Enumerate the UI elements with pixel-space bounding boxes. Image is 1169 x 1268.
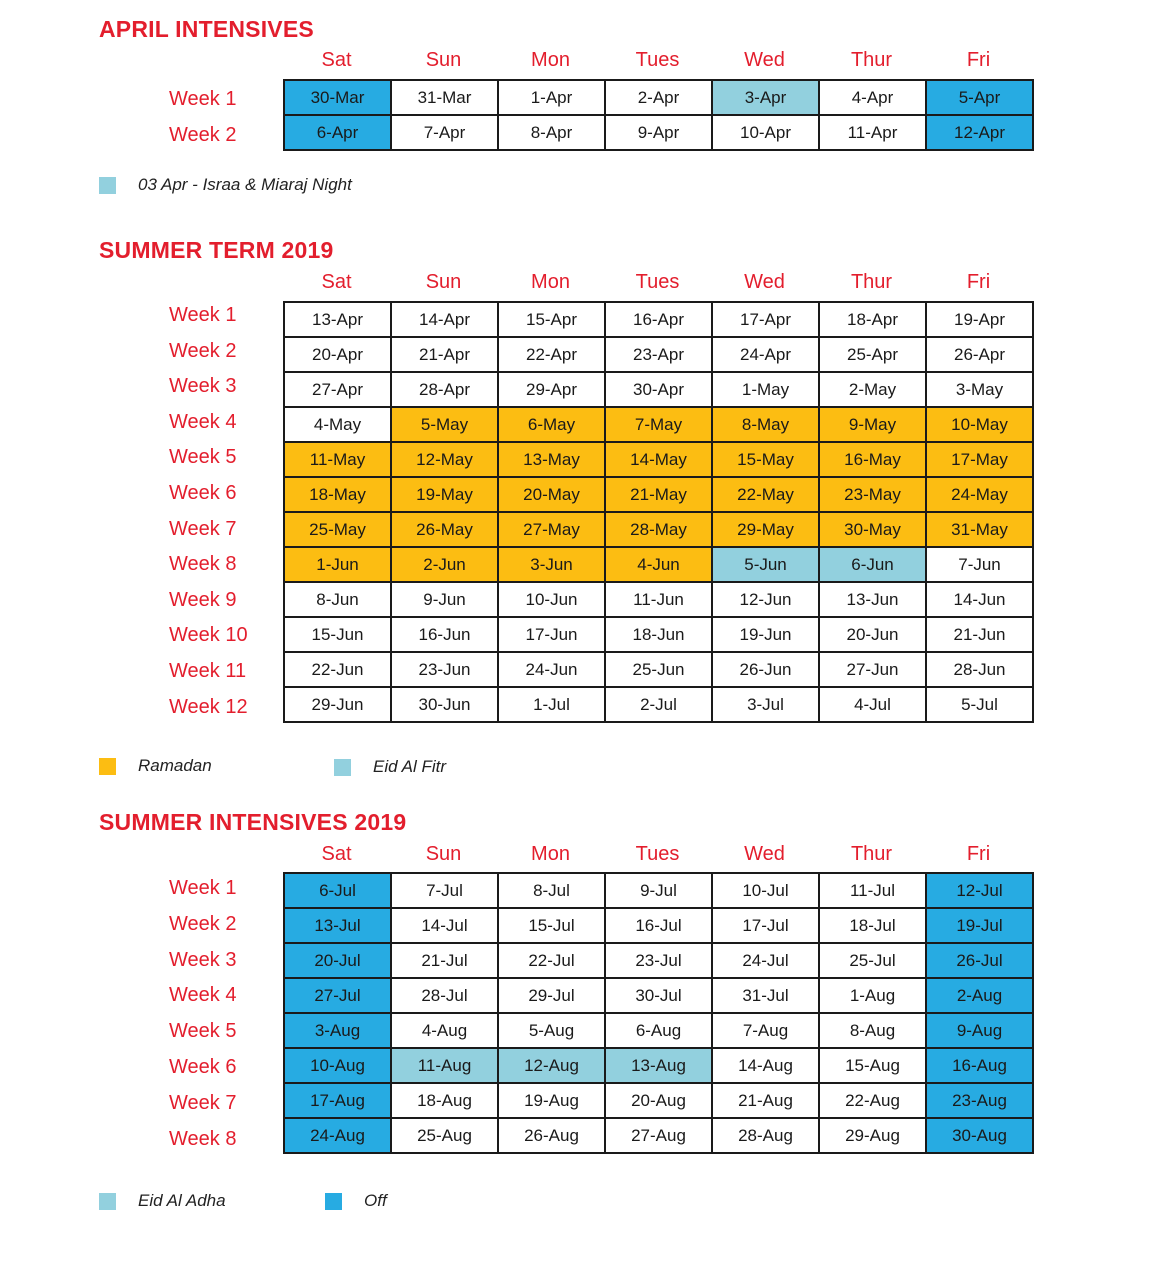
date-cell: 7-Aug [712,1013,819,1048]
section-title-april-intensives: APRIL INTENSIVES [99,16,314,42]
week-label: Week 6 [169,482,237,504]
date-cell: 17-Jun [498,617,605,652]
date-cell: 16-Apr [605,302,712,337]
section-title-summer-term: SUMMER TERM 2019 [99,237,334,263]
date-cell: 4-Aug [391,1013,498,1048]
date-cell: 11-Aug [391,1048,498,1083]
date-cell: 14-Aug [712,1048,819,1083]
date-cell: 23-Jun [391,652,498,687]
date-cell: 25-Jun [605,652,712,687]
legend-item [334,757,446,777]
day-header-wed: Wed [744,843,785,865]
week-label: Week 11 [169,660,247,682]
week-label: Week 8 [169,1127,237,1150]
date-cell: 6-May [498,407,605,442]
date-cell: 23-Aug [926,1083,1033,1118]
date-cell: 25-Jul [819,943,926,978]
legend-label: Eid Al Fitr [373,757,447,776]
holiday-swatch [99,1193,116,1210]
week-label: Week 9 [169,588,237,611]
date-cell: 30-Mar [284,80,391,115]
day-header-sun: Sun [425,271,462,293]
date-cell: 19-Jul [926,908,1033,943]
day-header-thur: Thur [850,843,893,865]
date-cell: 3-May [926,372,1033,407]
day-header-wed: Wed [744,49,785,71]
date-cell: 7-Jul [391,873,498,908]
week-row [284,442,1033,477]
date-cell: 29-Jul [498,978,605,1013]
week-label: Week 10 [169,624,248,647]
date-cell: 10-Aug [284,1048,391,1083]
date-cell: 22-Jul [498,943,605,978]
date-cell: 24-Aug [284,1118,391,1153]
date-cell: 28-Aug [712,1118,819,1153]
date-cell: 1-Aug [819,978,926,1013]
day-header-sun: Sun [425,843,462,865]
date-cell: 9-Apr [605,115,712,150]
date-cell: 13-Jul [284,908,391,943]
week-label: Week 3 [169,948,237,971]
date-cell: 15-May [712,442,819,477]
week-label: Week 7 [169,517,237,540]
date-cell: 17-Jul [712,908,819,943]
week-label: Week 2 [169,912,237,935]
day-header-mon: Mon [531,271,570,293]
date-cell: 11-Jun [605,582,712,617]
date-cell: 20-Aug [605,1083,712,1118]
week-label: Week 4 [169,984,237,1007]
week-label: Week 1 [169,304,237,326]
date-cell: 13-Apr [284,302,391,337]
date-cell: 6-Jul [284,873,391,908]
week-label: Week 12 [169,695,248,718]
date-cell: 21-Apr [391,337,498,372]
date-cell: 1-May [712,372,819,407]
week-row [284,1048,1033,1083]
date-cell: 7-Apr [391,115,498,150]
date-cell: 31-May [926,512,1033,547]
week-label: Week 6 [169,1056,237,1078]
date-cell: 25-Apr [819,337,926,372]
date-cell: 23-Jul [605,943,712,978]
date-cell: 30-Jun [391,687,498,722]
day-header-tues: Tues [635,49,680,71]
date-cell: 13-Aug [605,1048,712,1083]
calendar-grid-summer-term [283,301,1034,723]
date-cell: 17-Apr [712,302,819,337]
date-cell: 21-Jun [926,617,1033,652]
week-label: Week 5 [169,446,237,469]
date-cell: 10-Apr [712,115,819,150]
date-cell: 19-Aug [498,1083,605,1118]
holiday-swatch [334,759,351,776]
date-cell: 3-Apr [712,80,819,115]
date-cell: 11-Apr [819,115,926,150]
date-cell: 15-Apr [498,302,605,337]
date-cell: 30-May [819,512,926,547]
week-label: Week 2 [169,124,237,146]
section-title-summer-intensives: SUMMER INTENSIVES 2019 [99,809,407,835]
legend-item [99,1191,226,1211]
date-cell: 24-Jul [712,943,819,978]
week-row [284,372,1033,407]
date-cell: 16-Aug [926,1048,1033,1083]
date-cell: 20-Jul [284,943,391,978]
date-cell: 26-Apr [926,337,1033,372]
date-cell: 11-May [284,442,391,477]
date-cell: 20-May [498,477,605,512]
date-cell: 14-May [605,442,712,477]
date-cell: 18-May [284,477,391,512]
date-cell: 19-Jun [712,617,819,652]
date-cell: 8-May [712,407,819,442]
day-header-sat: Sat [321,843,352,865]
date-cell: 16-Jul [605,908,712,943]
week-row [284,652,1033,687]
date-cell: 27-Apr [284,372,391,407]
week-row [284,337,1033,372]
date-cell: 11-Jul [819,873,926,908]
date-cell: 1-Apr [498,80,605,115]
week-row [284,1118,1033,1153]
day-header-fri: Fri [966,271,991,293]
date-cell: 22-Apr [498,337,605,372]
legend-label: Ramadan [138,756,212,775]
day-header-sat: Sat [321,49,352,71]
week-label: Week 1 [169,877,237,899]
date-cell: 15-Jul [498,908,605,943]
date-cell: 28-Jun [926,652,1033,687]
date-cell: 7-May [605,407,712,442]
legend-label: 03 Apr - Israa & Miaraj Night [138,175,352,194]
date-cell: 28-Jul [391,978,498,1013]
date-cell: 26-Jun [712,652,819,687]
week-row [284,617,1033,652]
date-cell: 29-May [712,512,819,547]
date-cell: 24-May [926,477,1033,512]
date-cell: 21-Aug [712,1083,819,1118]
date-cell: 9-May [819,407,926,442]
day-header-mon: Mon [531,843,570,865]
date-cell: 29-Apr [498,372,605,407]
date-cell: 29-Aug [819,1118,926,1153]
legend-label: Off [364,1191,387,1210]
week-row [284,80,1033,115]
date-cell: 24-Apr [712,337,819,372]
week-label: Week 8 [169,553,237,576]
week-label: Week 2 [169,339,237,362]
date-cell: 17-Aug [284,1083,391,1118]
week-row [284,978,1033,1013]
week-row [284,407,1033,442]
date-cell: 14-Apr [391,302,498,337]
week-row [284,115,1033,150]
day-header-tues: Tues [635,843,680,865]
legend-item [99,756,212,776]
date-cell: 15-Aug [819,1048,926,1083]
date-cell: 30-Aug [926,1118,1033,1153]
date-cell: 1-Jun [284,547,391,582]
date-cell: 4-Jun [605,547,712,582]
date-cell: 21-Jul [391,943,498,978]
week-row [284,943,1033,978]
date-cell: 18-Jul [819,908,926,943]
date-cell: 30-Apr [605,372,712,407]
day-header-wed: Wed [744,271,785,293]
week-row [284,908,1033,943]
week-row [284,873,1033,908]
legend-item [325,1191,387,1211]
date-cell: 2-Apr [605,80,712,115]
date-cell: 6-Jun [819,547,926,582]
off-swatch [325,1193,342,1210]
week-label: Week 7 [169,1091,237,1114]
date-cell: 28-May [605,512,712,547]
date-cell: 18-Aug [391,1083,498,1118]
date-cell: 12-Aug [498,1048,605,1083]
date-cell: 3-Jul [712,687,819,722]
date-cell: 7-Jun [926,547,1033,582]
date-cell: 9-Jul [605,873,712,908]
week-label: Week 1 [169,88,237,110]
day-header-sun: Sun [425,49,462,71]
date-cell: 10-May [926,407,1033,442]
day-header-fri: Fri [966,843,991,865]
week-label: Week 4 [169,410,237,433]
week-row [284,477,1033,512]
date-cell: 8-Jun [284,582,391,617]
week-row [284,1013,1033,1048]
date-cell: 31-Mar [391,80,498,115]
date-cell: 2-May [819,372,926,407]
date-cell: 16-May [819,442,926,477]
ramadan-swatch [99,758,116,775]
date-cell: 5-Jul [926,687,1033,722]
date-cell: 23-Apr [605,337,712,372]
date-cell: 9-Aug [926,1013,1033,1048]
date-cell: 2-Jul [605,687,712,722]
week-label: Week 3 [169,375,237,398]
date-cell: 8-Aug [819,1013,926,1048]
calendar-grid-summer-intensives [283,872,1034,1154]
date-cell: 27-Jun [819,652,926,687]
day-header-thur: Thur [850,49,893,71]
date-cell: 5-Aug [498,1013,605,1048]
date-cell: 8-Apr [498,115,605,150]
date-cell: 12-Jun [712,582,819,617]
date-cell: 25-May [284,512,391,547]
date-cell: 31-Jul [712,978,819,1013]
date-cell: 21-May [605,477,712,512]
date-cell: 1-Jul [498,687,605,722]
week-row [284,582,1033,617]
date-cell: 3-Aug [284,1013,391,1048]
date-cell: 6-Apr [284,115,391,150]
day-header-thur: Thur [850,271,893,293]
calendar-grid-april [283,79,1034,151]
date-cell: 12-Jul [926,873,1033,908]
date-cell: 25-Aug [391,1118,498,1153]
date-cell: 2-Aug [926,978,1033,1013]
date-cell: 23-May [819,477,926,512]
date-cell: 4-Jul [819,687,926,722]
week-row [284,512,1033,547]
week-label: Week 5 [169,1020,237,1043]
date-cell: 5-May [391,407,498,442]
date-cell: 5-Jun [712,547,819,582]
day-header-sat: Sat [321,271,352,293]
legend-item [99,175,352,195]
date-cell: 17-May [926,442,1033,477]
date-cell: 20-Apr [284,337,391,372]
week-row [284,547,1033,582]
date-cell: 22-Jun [284,652,391,687]
date-cell: 24-Jun [498,652,605,687]
date-cell: 27-Jul [284,978,391,1013]
date-cell: 10-Jun [498,582,605,617]
week-row [284,687,1033,722]
date-cell: 26-Aug [498,1118,605,1153]
date-cell: 4-May [284,407,391,442]
date-cell: 13-Jun [819,582,926,617]
date-cell: 2-Jun [391,547,498,582]
date-cell: 19-Apr [926,302,1033,337]
date-cell: 18-Apr [819,302,926,337]
week-row [284,302,1033,337]
holiday-swatch [99,177,116,194]
date-cell: 28-Apr [391,372,498,407]
day-header-fri: Fri [966,49,991,71]
date-cell: 30-Jul [605,978,712,1013]
date-cell: 26-Jul [926,943,1033,978]
date-cell: 8-Jul [498,873,605,908]
legend-label: Eid Al Adha [138,1191,226,1210]
date-cell: 6-Aug [605,1013,712,1048]
date-cell: 3-Jun [498,547,605,582]
day-header-tues: Tues [635,271,680,293]
date-cell: 27-May [498,512,605,547]
date-cell: 26-May [391,512,498,547]
date-cell: 22-May [712,477,819,512]
date-cell: 4-Apr [819,80,926,115]
date-cell: 15-Jun [284,617,391,652]
date-cell: 13-May [498,442,605,477]
date-cell: 14-Jun [926,582,1033,617]
date-cell: 5-Apr [926,80,1033,115]
date-cell: 12-May [391,442,498,477]
date-cell: 27-Aug [605,1118,712,1153]
date-cell: 12-Apr [926,115,1033,150]
date-cell: 29-Jun [284,687,391,722]
date-cell: 22-Aug [819,1083,926,1118]
date-cell: 9-Jun [391,582,498,617]
date-cell: 18-Jun [605,617,712,652]
date-cell: 19-May [391,477,498,512]
week-row [284,1083,1033,1118]
date-cell: 10-Jul [712,873,819,908]
day-header-mon: Mon [531,49,570,71]
date-cell: 16-Jun [391,617,498,652]
date-cell: 14-Jul [391,908,498,943]
date-cell: 20-Jun [819,617,926,652]
